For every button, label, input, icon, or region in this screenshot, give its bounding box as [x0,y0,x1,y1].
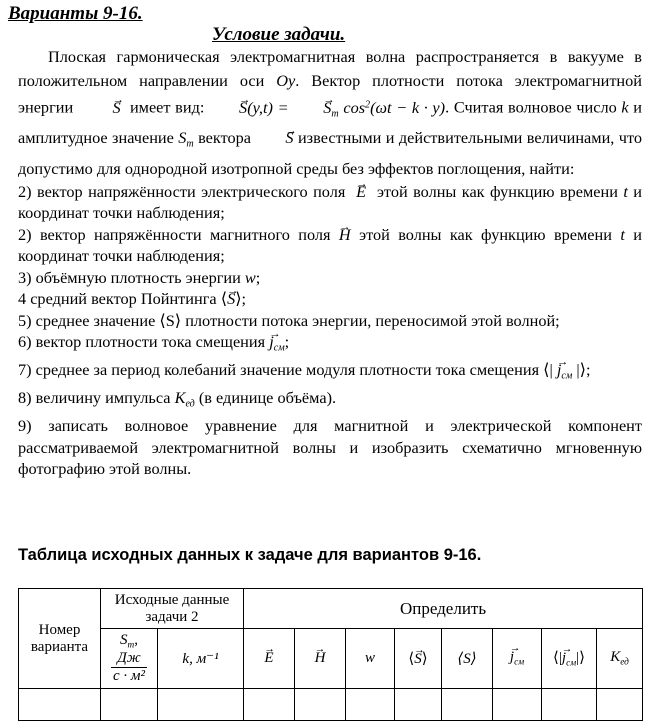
axis-symbol: Oy [276,71,296,90]
table-cell-s-mean: ⟨S⟩ [442,629,493,689]
list-item: 7) среднее за период колебаний значение модуля плотности тока смещения ⟨| → $j_{см}$ |⟩; [18,359,642,387]
e-vector-symbol: → E [356,181,366,203]
h-vector-symbol: → H [339,224,351,246]
intro-paragraph [18,45,642,181]
list-item: 2) вектор напряжённости магнитного поля → H этой волны как функцию времени t и координат точки наблюдения; [18,224,642,267]
list-item: 2) вектор напряжённости электрического поля → E этой волны как функцию времени t и координат точки наблюдения; [18,181,642,224]
s-vector-symbol: → S [82,96,120,120]
intro-text-2: . Вектор плотности потока электромагнитной энергии [18,71,643,117]
intro-text-3: имеет вид: [129,97,205,117]
table-cell-w: w [346,629,395,689]
sm-symbol: $S_m$ [178,128,194,150]
table-cell-k-ed: $K_{ед}$ [597,629,643,689]
table-row [19,689,101,721]
table-cell-e: → E [244,629,295,689]
table-cell-h: → H [295,629,346,689]
condition-title: Условие задачи. [212,24,346,45]
table-cell-k: k, м⁻¹ [158,629,244,689]
s-vector-symbol-2: → S [255,126,293,150]
table-caption: Таблица исходных данных к задаче для вариантов 9-16. [18,546,482,564]
list-item: 3) объёмную плотность энергии w; [18,267,261,287]
intro-text-6: вектора [198,128,252,148]
intro-text-4: . Считая волновое число [445,97,617,117]
data-table [18,588,643,721]
list-item: 6) вектор плотности тока смещения → $j_{см}$; [18,331,642,359]
list-item: 9) записать волновое уравнение для магнитной и электрической компонент рассматриваемой электромагнитной волны и изобразить схематично мгновенную фотографию этой волны. [18,416,642,479]
table-header-determine: Определить [244,589,643,629]
list-item: 4 средний вектор Пойнтинга ⟨→ S⟩; [18,288,642,310]
condition-title-text: Условие задачи [212,24,341,45]
intro-text-7: известными и действительными величинами, что допустимо для однородной изотропной среды без эффектов поглощения, найти: [18,128,642,178]
list-item: 8) величину импульса $K_{ед}$ (в единице объёма). [18,388,337,410]
table-header-input: Исходные данные задачи 2 [101,589,244,629]
list-item: 5) среднее значение ⟨S⟩ плотности потока энергии, переносимой этой волной; [18,310,560,330]
formula: → S(y,t) = → $S_m$ $\cos^2(\omega t - k \cdot y)$ [209,98,445,117]
table-cell-s-mean-vec: ⟨→ S⟩ [395,629,442,689]
table-cell-j-abs: ⟨|→ $j_{см}|⟩$ [542,629,597,689]
table-cell-sm: $S_m$, $\frac{Дж}{\text{с · м²}}$ [101,629,158,689]
table-cell-j: → $j_{см}$ [493,629,542,689]
problem-text [18,45,642,480]
intro-text-5: и амплитудное значение [18,97,642,148]
table-header-variant: Номер варианта [19,589,101,689]
w-symbol: w [244,267,256,287]
k-symbol: k [621,97,629,117]
intro-text-1: Плоская гармоническая электромагнитная волна распространяется в вакууме в положительном направлении оси [18,47,642,90]
variants-title: Варианты 9-16. [8,3,143,24]
